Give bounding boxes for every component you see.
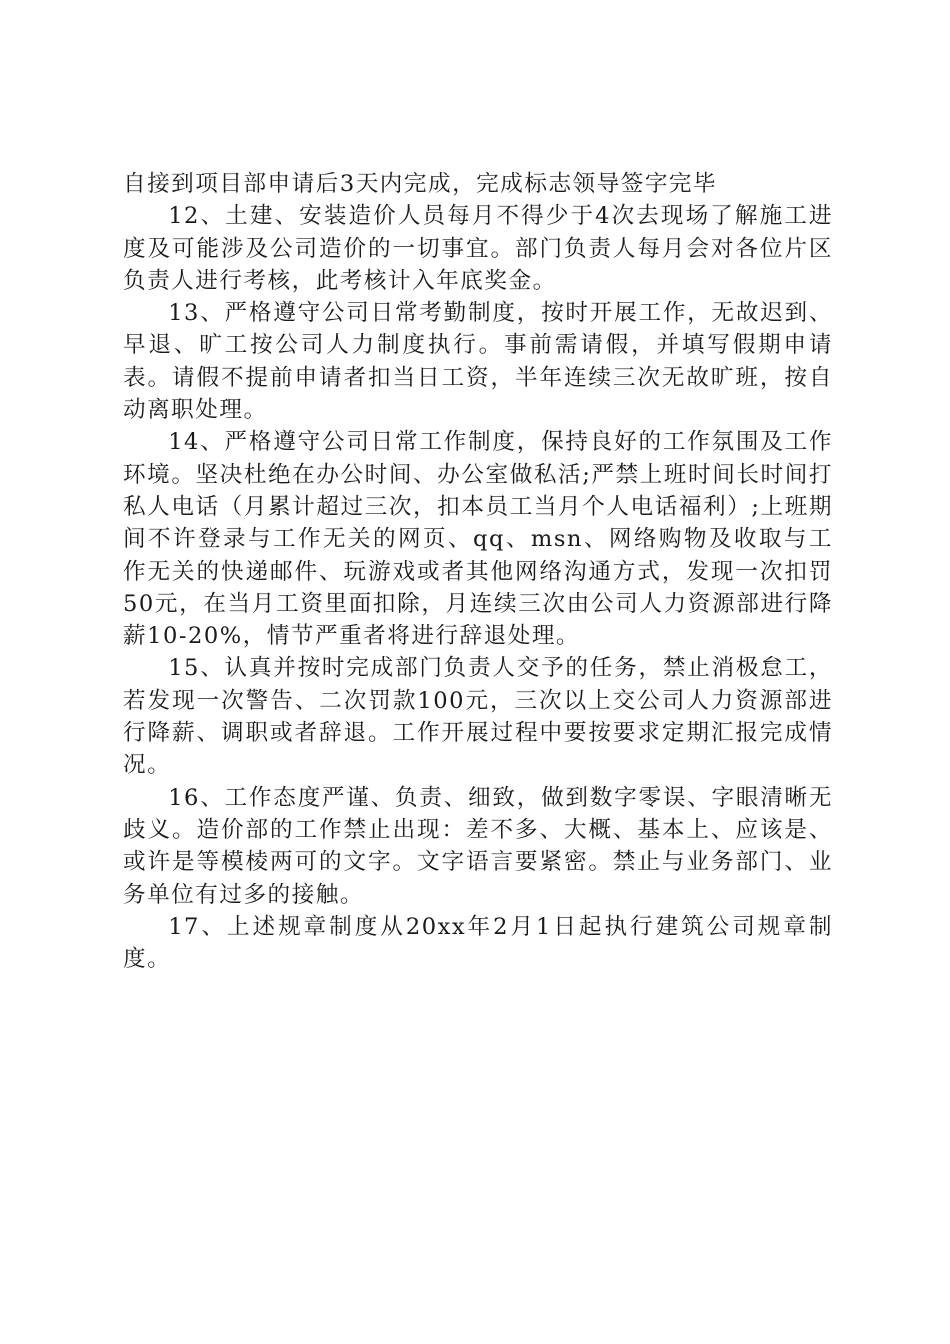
document-body xyxy=(123,168,833,975)
paragraph-rule-14: 14、严格遵守公司日常工作制度，保持良好的工作氛围及工作环境。坚决杜绝在办公时间、办公室做私活;严禁上班时间长时间打私人电话（月累计超过三次，扣本员工当月个人电话福利）;上班期间不许登录与工作无关的网页、qq、msn、网络购物及收取与工作无关的快递邮件、玩游戏或者其他网络沟通方式，发现一次扣罚50元，在当月工资里面扣除，月连续三次由公司人力资源部进行降薪10-20%，情节严重者将进行辞退处理。 xyxy=(123,429,833,650)
paragraph-rule-17: 17、上述规章制度从20xx年2月1日起执行建筑公司规章制度。 xyxy=(123,913,833,973)
paragraph-rule-13: 13、严格遵守公司日常考勤制度，按时开展工作，无故迟到、早退、旷工按公司人力制度执行。事前需请假，并填写假期申请表。请假不提前申请者扣当日工资，半年连续三次无故旷班，按自动离职处理。 xyxy=(123,300,833,424)
paragraph-continuation: 自接到项目部申请后3天内完成，完成标志领导签字完毕 xyxy=(123,171,718,197)
paragraph-rule-16: 16、工作态度严谨、负责、细致，做到数字零误、字眼清晰无歧义。造价部的工作禁止出现：差不多、大概、基本上、应该是、或许是等模棱两可的文字。文字语言要紧密。禁止与业务部门、业务单位有过多的接触。 xyxy=(123,784,833,908)
paragraph-rule-12: 12、土建、安装造价人员每月不得少于4次去现场了解施工进度及可能涉及公司造价的一切事宜。部门负责人每月会对各位片区负责人进行考核，此考核计入年底奖金。 xyxy=(123,203,833,294)
paragraph-rule-15: 15、认真并按时完成部门负责人交予的任务，禁止消极怠工，若发现一次警告、二次罚款100元，三次以上交公司人力资源部进行降薪、调职或者辞退。工作开展过程中要按要求定期汇报完成情况。 xyxy=(123,655,833,779)
